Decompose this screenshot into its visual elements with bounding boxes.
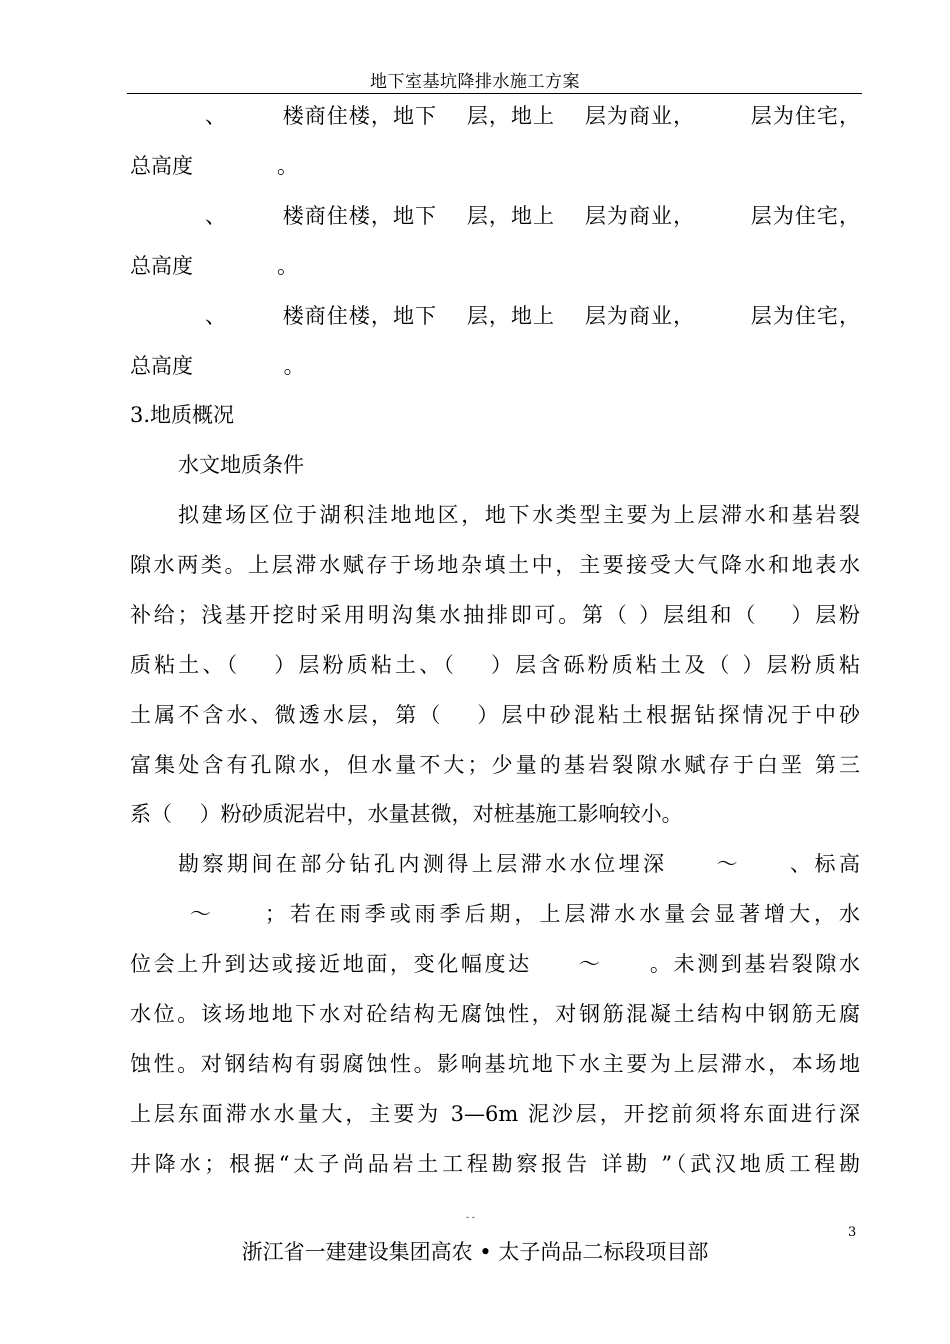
text-line: 总高度 。 — [130, 354, 305, 378]
text-line: ～ ；若在雨季或雨季后期，上层滞水水量会显著增大，水 — [190, 902, 860, 926]
footer-marker: - - — [466, 1213, 475, 1223]
text-line: 、 楼商住楼，地下 层，地上 层为商业， 层为住宅， — [205, 104, 860, 128]
subsection-heading: 水文地质条件 — [178, 453, 304, 477]
text-line: 总高度 。 — [130, 254, 298, 278]
text-line: 勘察期间在部分钻孔内测得上层滞水水位埋深 ～ 、标高 — [178, 852, 860, 876]
text-line: 补给；浅基开挖时采用明沟集水抽排即可。第（ ）层组和（ ）层粉 — [130, 603, 860, 627]
text-line: 水位。该场地地下水对砼结构无腐蚀性，对钢筋混凝土结构中钢筋无腐 — [130, 1002, 860, 1026]
page-number: 3 — [848, 1225, 857, 1240]
text-line: 井降水；根据“太子尚品岩土工程勘察报告 详勘 ”（武汉地质工程勘 — [130, 1152, 860, 1176]
text-line: 、 楼商住楼，地下 层，地上 层为商业， 层为住宅， — [205, 304, 860, 328]
footer-organization: 浙江省一建建设集团高农 • 太子尚品二标段项目部 — [241, 1240, 709, 1264]
header-divider — [127, 93, 862, 94]
text-line: 拟建场区位于湖积洼地地区，地下水类型主要为上层滞水和基岩裂 — [178, 503, 860, 527]
text-line: 土属不含水、微透水层，第（ ）层中砂混粘土根据钻探情况于中砂 — [130, 703, 860, 727]
text-line: 总高度 。 — [130, 154, 298, 178]
text-line: 质粘土、（ ）层粉质粘土、（ ）层含砾粉质粘土及（ ）层粉质粘 — [130, 653, 860, 677]
text-line: 、 楼商住楼，地下 层，地上 层为商业， 层为住宅， — [205, 204, 860, 228]
section-heading: 3.地质概况 — [130, 403, 235, 427]
text-line: 系（ ）粉砂质泥岩中，水量甚微，对桩基施工影响较小。 — [130, 802, 683, 826]
text-line: 上层东面滞水水量大，主要为 3—6m 泥沙层，开挖前须将东面进行深 — [130, 1102, 860, 1126]
text-line: 富集处含有孔隙水，但水量不大；少量的基岩裂隙水赋存于白垩 第三 — [130, 753, 860, 777]
text-line: 隙水两类。上层滞水赋存于场地杂填土中，主要接受大气降水和地表水 — [130, 553, 860, 577]
text-line: 位会上升到达或接近地面，变化幅度达 ～ 。未测到基岩裂隙水 — [130, 952, 860, 976]
text-line: 蚀性。对钢结构有弱腐蚀性。影响基坑地下水主要为上层滞水，本场地 — [130, 1052, 860, 1076]
page-header-title: 地下室基坑降排水施工方案 — [370, 72, 580, 92]
